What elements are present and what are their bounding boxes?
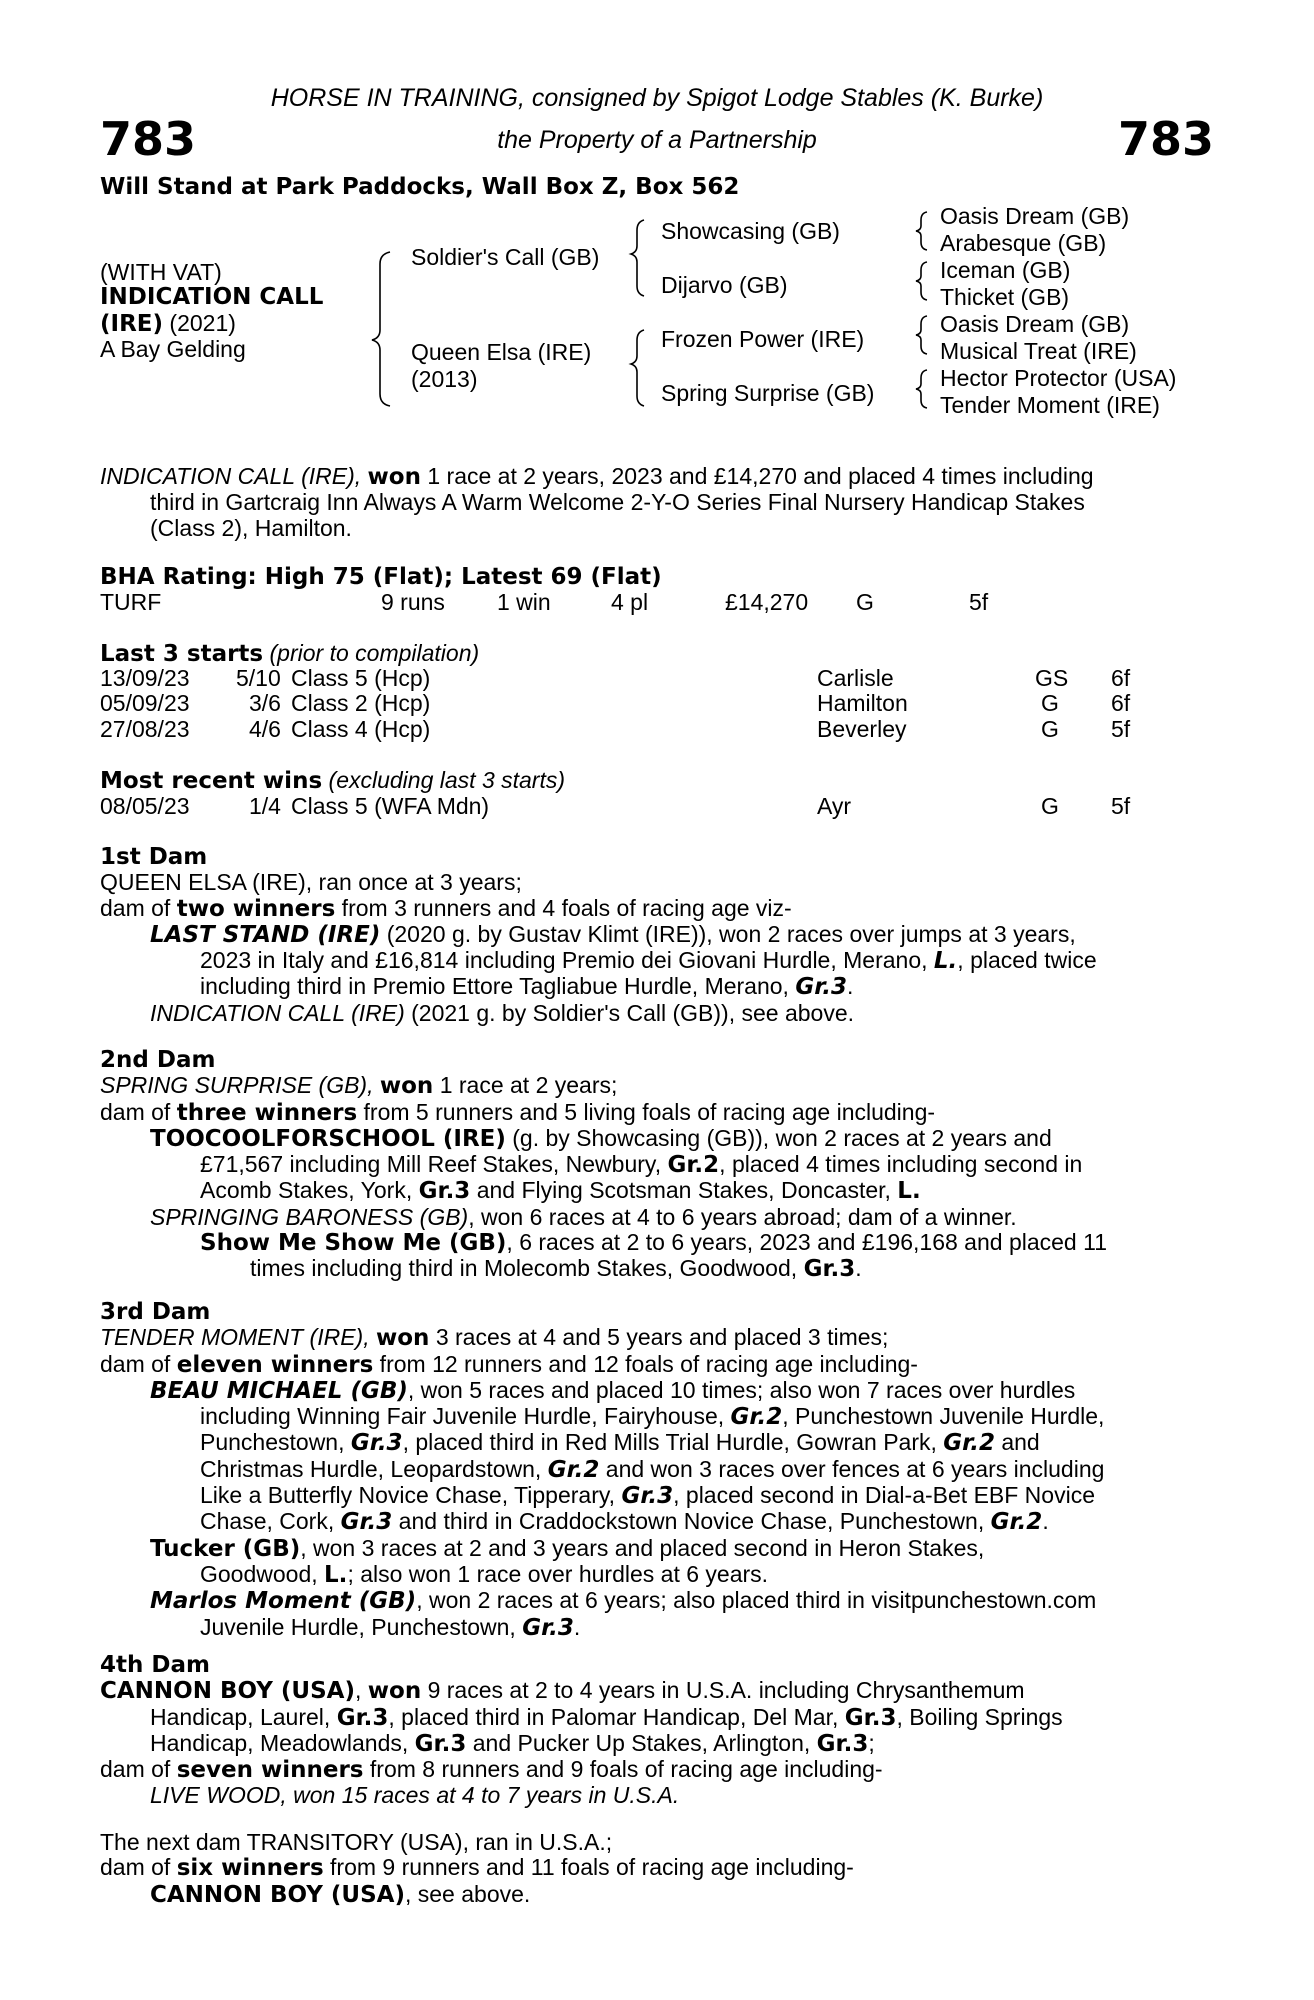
produce-live-wood: LIVE WOOD, won 15 races at 4 to 7 years in U.S.A. (150, 1782, 680, 1809)
brace-sire-dam (372, 252, 390, 406)
fourth-dam-title: 4th Dam (100, 1652, 210, 1678)
summary-won: won (367, 464, 421, 490)
win-going: G (1041, 793, 1059, 819)
last-starts-note: (prior to compilation) (269, 640, 480, 666)
win-class: Class 5 (WFA Mdn) (291, 793, 490, 819)
brace-ggp-3 (916, 316, 927, 354)
turf-record (100, 590, 1200, 616)
turf-placed: 4 pl (611, 589, 649, 615)
win-date: 08/05/23 (100, 793, 190, 819)
turf-prize: £14,270 (725, 589, 809, 615)
start-date: 27/08/23 (100, 715, 190, 742)
fourth-dam-name: CANNON BOY (USA) (100, 1678, 355, 1705)
lot-number-left: 783 (100, 112, 197, 166)
third-dam-name: TENDER MOMENT (IRE), (100, 1324, 370, 1351)
grade-badge: Gr.3 (795, 974, 848, 1001)
first-dam-produce-line: dam of two winners from 3 runners and 4 foals of racing age viz- (100, 894, 792, 922)
winners-count: three winners (176, 1099, 358, 1126)
grade-badge: Gr.3 (522, 1614, 574, 1641)
third-dam-section: 3rd Dam TENDER MOMENT (IRE), won 3 races at 4 and 5 years and placed 3 times; dam of eleven winners from 12 runners and 12 foals of racing age including- BEAU MICHAEL (GB), won 5 races and placed 10 times; also won 7 races over hurdles including Winning Fair Juvenile Hurdle, Fairyhouse, Gr.2, Punchestown Juvenile Hurdle, Punchestown, Gr.3, placed third in Red Mills Trial Hurdle, Gowran Park, Gr.2 and Christmas Hurdle, Leopardstown, Gr.2 and won 3 races over fences at 6 years including Like a Butterfly Novice Chase, Tipperary, Gr.3, placed second in Dial-a-Bet EBF Novice Chase, Cork, Gr.3 and third in Craddockstown Novice Chase, Punchestown, Gr.2. Tucker (GB), won 3 races at 2 and 3 years and placed second in Heron Stakes, Goodwood, L.; also won 1 race over hurdles at 6 years. Marlos Moment (GB), won 2 races at 6 years; also placed third in visitpunchestown.com Juvenile Hurdle, Punchestown, Gr.3. (100, 1300, 1203, 1641)
brace-ggp-2 (916, 262, 927, 300)
recent-wins-title: Most recent wins (100, 768, 323, 794)
recent-wins-heading (100, 768, 565, 794)
produce-name: TOOCOOLFORSCHOOL (IRE) (150, 1125, 506, 1152)
summary-text-3: (Class 2), Hamilton. (150, 514, 352, 541)
produce-name: LAST STAND (IRE) (150, 921, 381, 948)
summary-text-2: third in Gartcraig Inn Always A Warm Welcome 2-Y-O Series Final Nursery Handicap Stakes (150, 489, 1085, 516)
recent-wins-note: (excluding last 3 starts) (328, 767, 566, 793)
produce-beau-michael: BEAU MICHAEL (GB), won 5 races and placed 10 times; also won 7 races over hurdles including Winning Fair Juvenile Hurdle, Fairyhouse, Gr.2, Punchestown Juvenile Hurdle, Punchestown, Gr.3, placed third in Red Mills Trial Hurdle, Gowran Park, Gr.2 and Christmas Hurdle, Leopardstown, Gr.2 and won 3 races over fences at 6 years including Like a Butterfly Novice Chase, Tipperary, Gr.3, placed second in Dial-a-Bet EBF Novice Chase, Cork, Gr.3 and third in Craddockstown Novice Chase, Punchestown, Gr.2. (150, 1376, 1105, 1536)
start-class: Class 2 (Hcp) (291, 690, 431, 717)
table-row (100, 794, 1200, 819)
horse-description: A Bay Gelding (100, 335, 246, 362)
brace-dam (631, 330, 644, 406)
turf-going: G (856, 589, 874, 615)
first-dam-section (100, 845, 1203, 1026)
last-starts-heading (100, 641, 479, 667)
winners-count: two winners (176, 895, 336, 922)
produce-name: SPRINGING BARONESS (GB) (150, 1203, 469, 1230)
pedigree-ggp-4: Thicket (GB) (940, 284, 1070, 310)
recent-wins-table (100, 794, 1200, 819)
turf-wins: 1 win (497, 589, 551, 615)
horse-name: INDICATION CALL (100, 284, 324, 311)
start-going: G (1041, 690, 1059, 717)
start-position: 3/6 (249, 690, 281, 717)
start-distance: 6f (1111, 665, 1131, 691)
brace-ggp-4 (916, 370, 927, 408)
turf-surface: TURF (100, 589, 162, 615)
win-position: 1/4 (249, 793, 281, 819)
winners-count: six winners (176, 1855, 324, 1882)
turf-runs: 9 runs (381, 589, 445, 615)
pedigree-gp-4: Spring Surprise (GB) (661, 380, 875, 406)
grade-badge: Gr.3 (418, 1178, 471, 1205)
produce-toocoolforschool: TOOCOOLFORSCHOOL (IRE) (g. by Showcasing (GB)), won 2 races at 2 years and £71,567 including Mill Reef Stakes, Newbury, Gr.2, placed 4 times including second in Acomb Stakes, York, Gr.3 and Flying Scotsman Stakes, Doncaster, L. (150, 1124, 1083, 1205)
property-line: the Property of a Partnership (497, 126, 817, 154)
second-dam-title: 2nd Dam (100, 1047, 216, 1073)
bha-rating: BHA Rating: High 75 (Flat); Latest 69 (Flat) (100, 564, 662, 590)
next-dam-section: The next dam TRANSITORY (USA), ran in U.S.A.; dam of six winners from 9 runners and 11 foals of racing age including- CANNON BOY (USA), see above. (100, 1830, 1203, 1908)
horse-year: (2021) (169, 309, 236, 336)
pedigree-gp-1: Showcasing (GB) (661, 218, 840, 244)
pedigree-ggp-6: Musical Treat (IRE) (940, 338, 1137, 364)
consignor-line: HORSE IN TRAINING, consigned by Spigot Lodge Stables (K. Burke) (270, 84, 1044, 112)
race-summary (100, 464, 1200, 541)
second-dam-section: 2nd Dam SPRING SURPRISE (GB), won 1 race at 2 years; dam of three winners from 5 runners and 5 living foals of racing age including- TOOCOOLFORSCHOOL (IRE) (g. by Showcasing (GB)), won 2 races at 2 years and £71,567 including Mill Reef Stakes, Newbury, Gr.2, placed 4 times including second in Acomb Stakes, York, Gr.3 and Flying Scotsman Stakes, Doncaster, L. SPRINGING BARONESS (GB), won 6 races at 4 to 6 years abroad; dam of a winner. Show Me Show Me (GB), 6 races at 2 to 6 years, 2023 and £196,168 and placed 11 times including third in Molecomb Stakes, Goodwood, Gr.3. (100, 1048, 1203, 1283)
grade-badge: Gr.3 (803, 1256, 856, 1283)
produce-indication-call: INDICATION CALL (IRE) (2021 g. by Soldier's Call (GB)), see above. (150, 999, 855, 1026)
pedigree-ggp-3: Iceman (GB) (940, 257, 1071, 283)
produce-name: Show Me Show Me (GB) (200, 1230, 507, 1257)
pedigree-ggp-2: Arabesque (GB) (940, 230, 1107, 256)
pedigree-ggp-1: Oasis Dream (GB) (940, 203, 1130, 229)
start-class: Class 4 (Hcp) (291, 715, 431, 742)
location-line: Will Stand at Park Paddocks, Wall Box Z, Box 562 (100, 174, 740, 200)
winners-count: seven winners (176, 1757, 364, 1784)
pedigree-dam: Queen Elsa (IRE) (411, 339, 592, 365)
pedigree-sire: Soldier's Call (GB) (411, 244, 600, 270)
start-position: 4/6 (249, 715, 281, 742)
table-row (100, 666, 1200, 691)
start-going: G (1041, 715, 1059, 742)
grade-badge: Gr.2 (667, 1152, 720, 1179)
start-distance: 5f (1111, 715, 1131, 742)
start-going: GS (1035, 665, 1069, 691)
brace-sire (631, 220, 644, 296)
produce-springing-baroness: SPRINGING BARONESS (GB), won 6 races at 4 to 6 years abroad; dam of a winner. (150, 1203, 1017, 1230)
last-starts-table (100, 666, 1200, 742)
table-row (100, 691, 1200, 716)
produce-name: Tucker (GB) (150, 1535, 301, 1562)
pedigree-dam-year: (2013) (411, 366, 478, 392)
start-date: 05/09/23 (100, 690, 190, 717)
produce-name: BEAU MICHAEL (GB) (150, 1377, 408, 1404)
fourth-dam-section: 4th Dam CANNON BOY (USA), won 9 races at 2 to 4 years in U.S.A. including Chrysanthemum Handicap, Laurel, Gr.3, placed third in Palomar Handicap, Del Mar, Gr.3, Boiling Springs Handicap, Meadowlands, Gr.3 and Pucker Up Stakes, Arlington, Gr.3; dam of seven winners from 8 runners and 9 foals of racing age including- LIVE WOOD, won 15 races at 4 to 7 years in U.S.A. (100, 1653, 1203, 1809)
produce-name: Marlos Moment (GB) (150, 1588, 417, 1615)
listed-badge: L. (324, 1561, 348, 1588)
last-starts-title: Last 3 starts (100, 641, 264, 667)
produce-name: INDICATION CALL (IRE) (150, 999, 405, 1026)
pedigree-ggp-5: Oasis Dream (GB) (940, 311, 1130, 337)
table-row (100, 717, 1200, 742)
win-distance: 5f (1111, 793, 1131, 819)
winners-count: eleven winners (176, 1351, 374, 1378)
start-course: Beverley (817, 715, 907, 742)
third-dam-title: 3rd Dam (100, 1299, 211, 1325)
turf-distance: 5f (969, 589, 989, 615)
pedigree-ggp-7: Hector Protector (USA) (940, 365, 1177, 391)
vat-note: (WITH VAT) (100, 259, 222, 285)
produce-show-me-show-me: Show Me Show Me (GB), 6 races at 2 to 6 years, 2023 and £196,168 and placed 11 times including third in Molecomb Stakes, Goodwood, Gr.3. (200, 1229, 1107, 1283)
produce-tucker: Tucker (GB), won 3 races at 2 and 3 years and placed second in Heron Stakes, Goodwood, L.; also won 1 race over hurdles at 6 years. (150, 1534, 985, 1588)
summary-name: INDICATION CALL (IRE), (100, 463, 362, 489)
first-dam-line: QUEEN ELSA (IRE), ran once at 3 years; (100, 869, 522, 896)
start-date: 13/09/23 (100, 665, 190, 691)
horse-suffix: (IRE) (100, 310, 164, 337)
pedigree-gp-3: Frozen Power (IRE) (661, 326, 865, 352)
second-dam-name: SPRING SURPRISE (GB), (100, 1072, 374, 1099)
start-position: 5/10 (236, 665, 281, 691)
listed-badge: L. (897, 1178, 921, 1205)
listed-badge: L. (933, 948, 958, 975)
produce-name: CANNON BOY (USA) (150, 1881, 405, 1908)
lot-number-right: 783 (1117, 112, 1214, 166)
summary-text-1: 1 race at 2 years, 2023 and £14,270 and placed 4 times including (420, 463, 1094, 489)
first-dam-title: 1st Dam (100, 844, 208, 870)
win-course: Ayr (817, 793, 852, 819)
pedigree-ggp-8: Tender Moment (IRE) (940, 392, 1160, 418)
pedigree-gp-2: Dijarvo (GB) (661, 272, 788, 298)
produce-last-stand: LAST STAND (IRE) (2020 g. by Gustav Klimt (IRE)), won 2 races over jumps at 3 years, 2023 in Italy and £16,814 including Premio dei Giovani Hurdle, Merano, L., placed twice including third in Premio Ettore Tagliabue Hurdle, Merano, Gr.3. (150, 920, 1097, 1001)
start-class: Class 5 (Hcp) (291, 665, 431, 691)
start-course: Carlisle (817, 665, 894, 691)
brace-ggp-1 (916, 212, 927, 250)
start-course: Hamilton (817, 690, 908, 717)
start-distance: 6f (1111, 690, 1131, 717)
next-dam-line: The next dam TRANSITORY (USA), ran in U.S.A.; (100, 1829, 613, 1855)
produce-marlos-moment: Marlos Moment (GB), won 2 races at 6 years; also placed third in visitpunchestown.com Juvenile Hurdle, Punchestown, Gr.3. (150, 1587, 1097, 1641)
